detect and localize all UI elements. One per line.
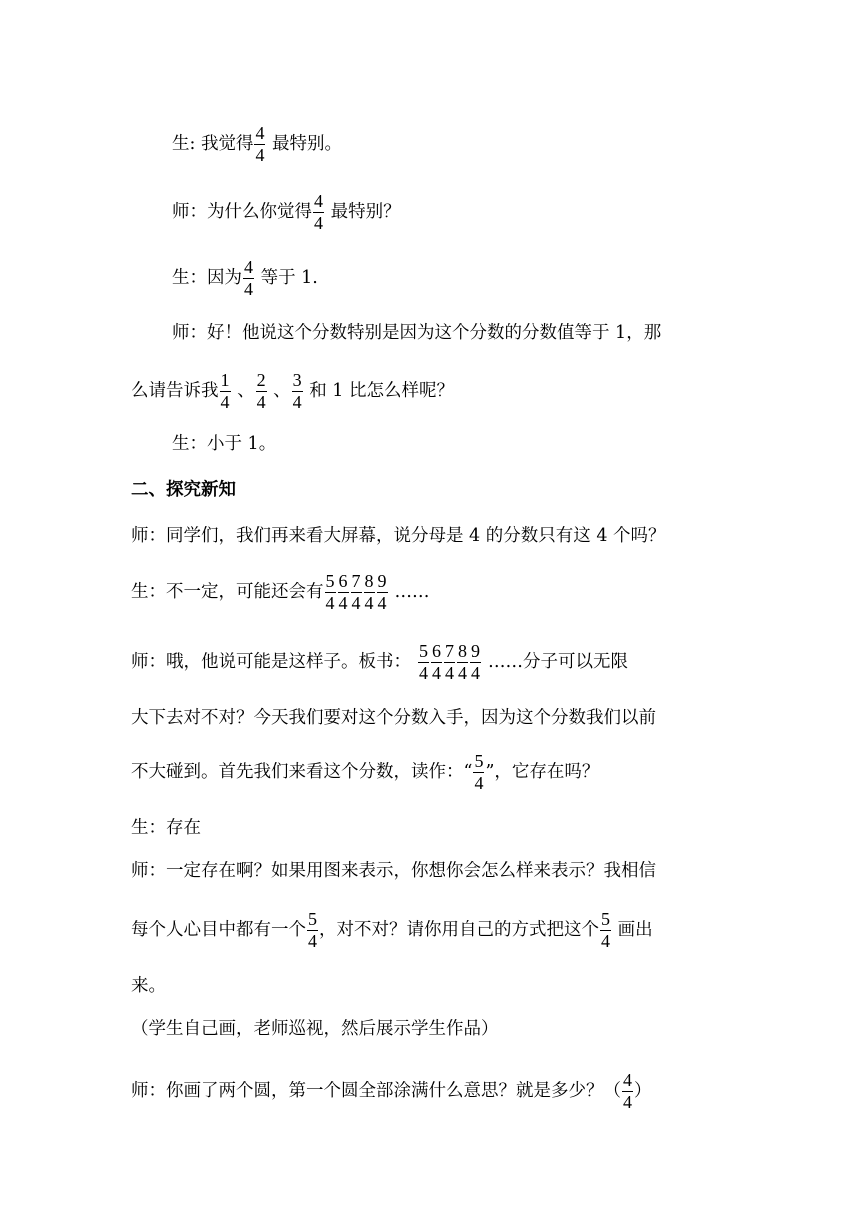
fraction-4-4: $\frac{4}{4}$	[314, 191, 323, 233]
fraction-7-4: $\frac{7}{4}$	[445, 641, 454, 683]
fraction-8-4: $\frac{8}{4}$	[458, 641, 467, 683]
fraction-4-4: $\frac{4}{4}$	[244, 257, 253, 299]
line-infinite: 大下去对不对？今天我们要对这个分数入手，因为这个分数我们以前	[131, 708, 656, 728]
line-read-as: 不大碰到。首先我们来看这个分数，读作：“ $\frac{5}{4}$ ”，它存在吗？	[131, 751, 600, 793]
fraction-6-4: $\frac{6}{4}$	[338, 571, 348, 613]
fraction-3-4: $\frac{3}{4}$	[292, 370, 302, 412]
fraction-8-4: $\frac{8}{4}$	[364, 571, 374, 613]
line-teacher-board: 师：哦，他说可能是这样子。板书： $\frac{5}{4}$ $\frac{6}{4}$ $\frac{7}{4}$ $\frac{8}{4}$ $\frac{9}{4}$ ……分子可以无限	[131, 641, 628, 683]
line-teacher-good: 师：好！他说这个分数特别是因为这个分数的分数值等于 1，那	[172, 323, 662, 343]
fraction-4-4: $\frac{4}{4}$	[623, 1070, 632, 1112]
fraction-9-4: $\frac{9}{4}$	[471, 641, 480, 683]
fraction-9-4: $\frac{9}{4}$	[377, 571, 387, 613]
line-draw-fraction: 每个人心目中都有一个 $\frac{5}{4}$ ，对不对？请你用自己的方式把这个 $\frac{5}{4}$ 画出	[131, 909, 653, 951]
fraction-5-4: $\frac{5}{4}$	[419, 641, 428, 683]
fraction-7-4: $\frac{7}{4}$	[351, 571, 361, 613]
fraction-5-4: $\frac{5}{4}$	[308, 909, 317, 951]
fraction-5-4: $\frac{5}{4}$	[474, 751, 484, 793]
line-stage-direction: （学生自己画，老师巡视，然后展示学生作品）	[131, 1019, 499, 1039]
line-student-exists: 生：存在	[131, 818, 201, 838]
line-come: 来。	[131, 976, 166, 996]
fraction-1-4: $\frac{1}{4}$	[220, 370, 230, 412]
line-teacher-why: 师：为什么你觉得 $\frac{4}{4}$ 最特别？	[172, 191, 401, 233]
line-student-because: 生：因为 $\frac{4}{4}$ 等于 1.	[172, 257, 318, 299]
fraction-5-4: $\frac{5}{4}$	[325, 571, 335, 613]
fraction-4-4: $\frac{4}{4}$	[255, 123, 265, 165]
fraction-6-4: $\frac{6}{4}$	[432, 641, 441, 683]
line-teacher-diagram: 师：一定存在啊？如果用图来表示，你想你会怎么样来表示？我相信	[131, 861, 656, 881]
line-compare-question: 么请告诉我 $\frac{1}{4}$ 、 $\frac{2}{4}$ 、 $\frac{3}{4}$ 和 1 比怎么样呢？	[131, 370, 454, 412]
line-teacher-screen: 师：同学们，我们再来看大屏幕，说分母是 4 的分数只有这 4 个吗？	[131, 526, 666, 546]
line-teacher-circles: 师：你画了两个圆，第一个圆全部涂满什么意思？就是多少？（ $\frac{4}{4}$ ）	[131, 1070, 652, 1112]
line-student-less: 生：小于 1。	[172, 434, 277, 454]
line-student-maybe: 生：不一定，可能还会有 $\frac{5}{4}$ $\frac{6}{4}$ $\frac{7}{4}$ $\frac{8}{4}$ $\frac{9}{4}$ ……	[131, 571, 430, 613]
fraction-5-4: $\frac{5}{4}$	[601, 909, 610, 951]
line-student-special: 生: 我觉得 $\frac{4}{4}$ 最特别。	[172, 123, 343, 165]
section-heading: 二、探究新知	[131, 480, 236, 500]
fraction-2-4: $\frac{2}{4}$	[256, 370, 266, 412]
